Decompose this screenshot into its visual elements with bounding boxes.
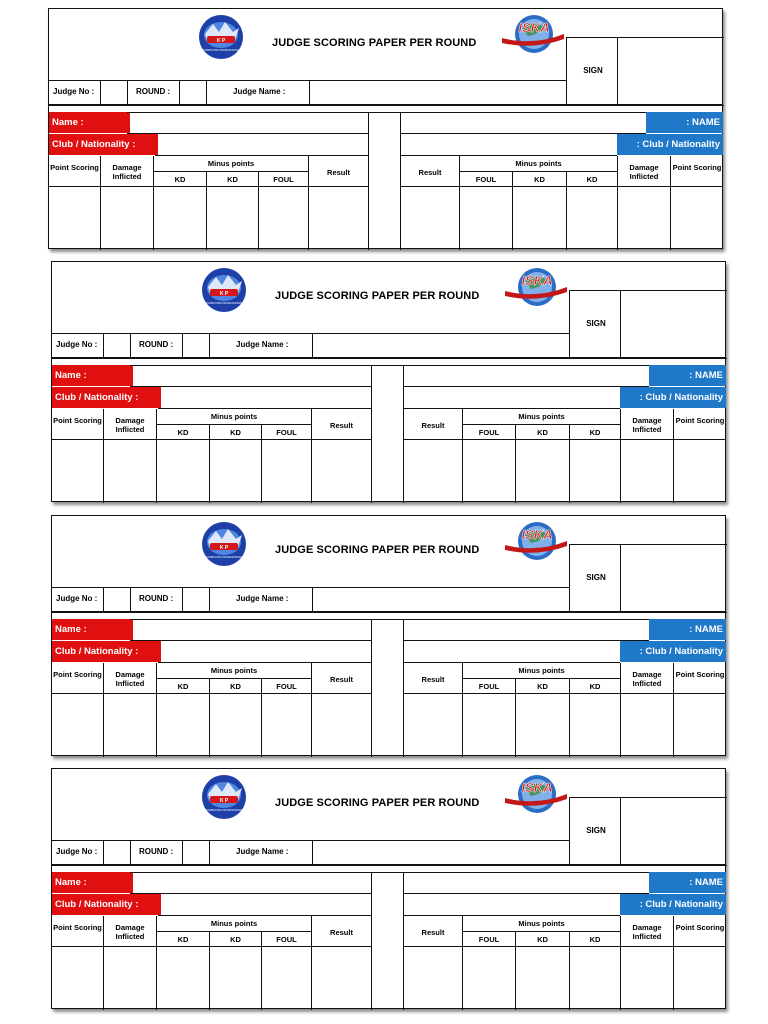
round-label: ROUND : <box>131 841 183 864</box>
red-name-label: Name : <box>52 619 133 640</box>
judge-info-row <box>52 840 570 866</box>
result-header: Result <box>421 928 445 937</box>
scoring-card-2 <box>51 261 726 502</box>
point-scoring-header: Point Scoring <box>675 670 725 679</box>
svg-text:ISKA: ISKA <box>518 20 550 35</box>
iska-logo <box>501 265 571 309</box>
blue-name-label: : NAME <box>649 872 726 893</box>
scoring-card-4 <box>51 768 726 1009</box>
svg-text:KICKBOXING PROFESSIONAL: KICKBOXING PROFESSIONAL <box>205 556 243 559</box>
judge-no-field[interactable] <box>101 81 128 104</box>
red-club-label: Club / Nationality : <box>52 894 161 915</box>
judge-no-label: Judge No : <box>52 588 104 611</box>
svg-text:KICKBOXING PROFESSIONAL: KICKBOXING PROFESSIONAL <box>205 809 243 812</box>
blue-name-label: : NAME <box>649 619 726 640</box>
round-label: ROUND : <box>128 81 180 104</box>
judge-name-field[interactable] <box>313 588 570 611</box>
point-scoring-header: Point Scoring <box>672 163 722 172</box>
round-field[interactable] <box>180 81 207 104</box>
sheet-title: JUDGE SCORING PAPER PER ROUND <box>275 544 480 556</box>
red-score-table <box>52 916 371 1010</box>
sign-field[interactable] <box>617 37 724 106</box>
kickboxing-logo <box>200 774 248 820</box>
kickboxing-logo <box>197 14 245 60</box>
damage-inflicted-header: Damage Inflicted <box>112 163 142 181</box>
kd-header: KD <box>589 682 601 691</box>
kd-header: KD <box>589 428 601 437</box>
sign-label-box <box>569 544 622 613</box>
blue-score-table <box>404 663 726 757</box>
red-club-field[interactable] <box>155 133 368 156</box>
judge-no-label: Judge No : <box>52 334 104 357</box>
sign-field[interactable] <box>620 544 727 613</box>
judge-name-label: Judge Name : <box>210 841 313 864</box>
result-header: Result <box>330 928 353 937</box>
sheet-title: JUDGE SCORING PAPER PER ROUND <box>275 797 480 809</box>
damage-inflicted-header: Damage Inflicted <box>115 416 145 434</box>
blue-club-label: : Club / Nationality <box>620 641 726 662</box>
judge-name-field[interactable] <box>313 334 570 357</box>
judge-no-label: Judge No : <box>52 841 104 864</box>
foul-header: FOUL <box>475 175 497 184</box>
red-club-label: Club / Nationality : <box>49 134 158 155</box>
corner-divider <box>371 872 404 1010</box>
minus-points-header: Minus points <box>210 666 258 675</box>
result-header: Result <box>418 168 442 177</box>
red-club-label: Club / Nationality : <box>52 641 161 662</box>
blue-club-field[interactable] <box>404 640 620 663</box>
point-scoring-header: Point Scoring <box>53 670 102 679</box>
round-label: ROUND : <box>131 588 183 611</box>
foul-header: FOUL <box>273 175 294 184</box>
minus-points-header: Minus points <box>210 919 258 928</box>
point-scoring-header: Point Scoring <box>675 416 725 425</box>
damage-inflicted-header: Damage Inflicted <box>632 670 662 688</box>
red-club-label: Club / Nationality : <box>52 387 161 408</box>
judge-info-row <box>52 333 570 359</box>
blue-club-field[interactable] <box>404 386 620 409</box>
sign-label-box <box>569 797 622 866</box>
judge-name-label: Judge Name : <box>207 81 310 104</box>
sheet-title: JUDGE SCORING PAPER PER ROUND <box>275 290 480 302</box>
red-club-field[interactable] <box>158 386 371 409</box>
result-header: Result <box>330 675 353 684</box>
judge-no-label: Judge No : <box>49 81 101 104</box>
kd-header: KD <box>230 682 241 691</box>
blue-score-table <box>401 156 723 250</box>
kickboxing-logo <box>200 267 248 313</box>
result-header: Result <box>327 168 350 177</box>
red-score-table <box>52 409 371 503</box>
red-name-field[interactable] <box>130 365 371 387</box>
blue-name-label: : NAME <box>649 365 726 386</box>
round-field[interactable] <box>183 841 210 864</box>
sign-label: SIGN <box>586 319 606 328</box>
red-name-field[interactable] <box>127 112 368 134</box>
judge-name-field[interactable] <box>313 841 570 864</box>
damage-inflicted-header: Damage Inflicted <box>115 923 145 941</box>
kd-header: KD <box>177 935 189 944</box>
sign-label-box <box>569 290 622 359</box>
corner-divider <box>371 619 404 757</box>
foul-header: FOUL <box>478 428 500 437</box>
kd-header: KD <box>586 175 598 184</box>
blue-score-table <box>404 916 726 1010</box>
iska-logo <box>498 12 568 56</box>
red-score-table <box>52 663 371 757</box>
kickboxing-logo <box>200 521 248 567</box>
point-scoring-header: Point Scoring <box>675 923 725 932</box>
judge-no-field[interactable] <box>104 841 131 864</box>
judge-info-row <box>52 587 570 613</box>
point-scoring-header: Point Scoring <box>50 163 99 172</box>
red-name-label: Name : <box>52 872 133 893</box>
damage-inflicted-header: Damage Inflicted <box>115 670 145 688</box>
judge-name-field[interactable] <box>310 81 567 104</box>
blue-name-field[interactable] <box>404 872 649 894</box>
round-label: ROUND : <box>131 334 183 357</box>
svg-text:K P: K P <box>219 291 229 297</box>
iska-logo <box>501 772 571 816</box>
svg-text:KICKBOXING PROFESSIONAL: KICKBOXING PROFESSIONAL <box>202 49 240 52</box>
blue-club-field[interactable] <box>404 893 620 916</box>
red-score-table <box>49 156 368 250</box>
foul-header: FOUL <box>276 682 297 691</box>
red-club-field[interactable] <box>158 893 371 916</box>
kd-header: KD <box>177 428 189 437</box>
judge-name-label: Judge Name : <box>210 334 313 357</box>
point-scoring-header: Point Scoring <box>53 923 102 932</box>
red-name-field[interactable] <box>130 619 371 641</box>
sign-label: SIGN <box>583 66 603 75</box>
judge-name-label: Judge Name : <box>210 588 313 611</box>
svg-text:ISKA: ISKA <box>521 527 553 542</box>
damage-inflicted-header: Damage Inflicted <box>629 163 659 181</box>
blue-name-field[interactable] <box>401 112 646 134</box>
minus-points-header: Minus points <box>518 919 565 928</box>
svg-text:K P: K P <box>216 38 226 44</box>
judge-no-field[interactable] <box>104 334 131 357</box>
red-name-label: Name : <box>52 365 133 386</box>
red-name-label: Name : <box>49 112 130 133</box>
minus-points-header: Minus points <box>518 412 565 421</box>
blue-club-label: : Club / Nationality <box>620 894 726 915</box>
corner-divider <box>368 112 401 250</box>
sign-label: SIGN <box>586 826 606 835</box>
kd-header: KD <box>589 935 601 944</box>
round-field[interactable] <box>183 334 210 357</box>
iska-logo <box>501 519 571 563</box>
svg-text:ISKA: ISKA <box>521 273 553 288</box>
blue-club-label: : Club / Nationality <box>617 134 723 155</box>
kd-header: KD <box>230 935 241 944</box>
point-scoring-header: Point Scoring <box>53 416 102 425</box>
sign-label-box <box>566 37 619 106</box>
minus-points-header: Minus points <box>515 159 562 168</box>
damage-inflicted-header: Damage Inflicted <box>632 416 662 434</box>
kd-header: KD <box>177 682 189 691</box>
blue-score-table <box>404 409 726 503</box>
result-header: Result <box>330 421 353 430</box>
foul-header: FOUL <box>276 428 297 437</box>
kd-header: KD <box>537 682 548 691</box>
kd-header: KD <box>230 428 241 437</box>
minus-points-header: Minus points <box>518 666 565 675</box>
result-header: Result <box>421 421 445 430</box>
judge-info-row <box>49 80 567 106</box>
kd-header: KD <box>534 175 545 184</box>
foul-header: FOUL <box>478 682 500 691</box>
red-club-field[interactable] <box>158 640 371 663</box>
sign-label: SIGN <box>586 573 606 582</box>
kd-header: KD <box>227 175 238 184</box>
result-header: Result <box>421 675 445 684</box>
corner-divider <box>371 365 404 503</box>
kd-header: KD <box>174 175 186 184</box>
scoring-card-1 <box>48 8 723 249</box>
foul-header: FOUL <box>478 935 500 944</box>
red-name-field[interactable] <box>130 872 371 894</box>
damage-inflicted-header: Damage Inflicted <box>632 923 662 941</box>
minus-points-header: Minus points <box>207 159 255 168</box>
blue-name-field[interactable] <box>404 365 649 387</box>
blue-name-field[interactable] <box>404 619 649 641</box>
svg-text:ISKA: ISKA <box>521 780 553 795</box>
kd-header: KD <box>537 935 548 944</box>
blue-club-label: : Club / Nationality <box>620 387 726 408</box>
minus-points-header: Minus points <box>210 412 258 421</box>
judge-no-field[interactable] <box>104 588 131 611</box>
round-field[interactable] <box>183 588 210 611</box>
blue-name-label: : NAME <box>646 112 723 133</box>
kd-header: KD <box>537 428 548 437</box>
svg-text:K P: K P <box>219 545 229 551</box>
scoring-card-3 <box>51 515 726 756</box>
svg-text:KICKBOXING PROFESSIONAL: KICKBOXING PROFESSIONAL <box>205 302 243 305</box>
blue-club-field[interactable] <box>401 133 617 156</box>
sign-field[interactable] <box>620 797 727 866</box>
svg-text:K P: K P <box>219 798 229 804</box>
sheet-title: JUDGE SCORING PAPER PER ROUND <box>272 37 477 49</box>
foul-header: FOUL <box>276 935 297 944</box>
sign-field[interactable] <box>620 290 727 359</box>
